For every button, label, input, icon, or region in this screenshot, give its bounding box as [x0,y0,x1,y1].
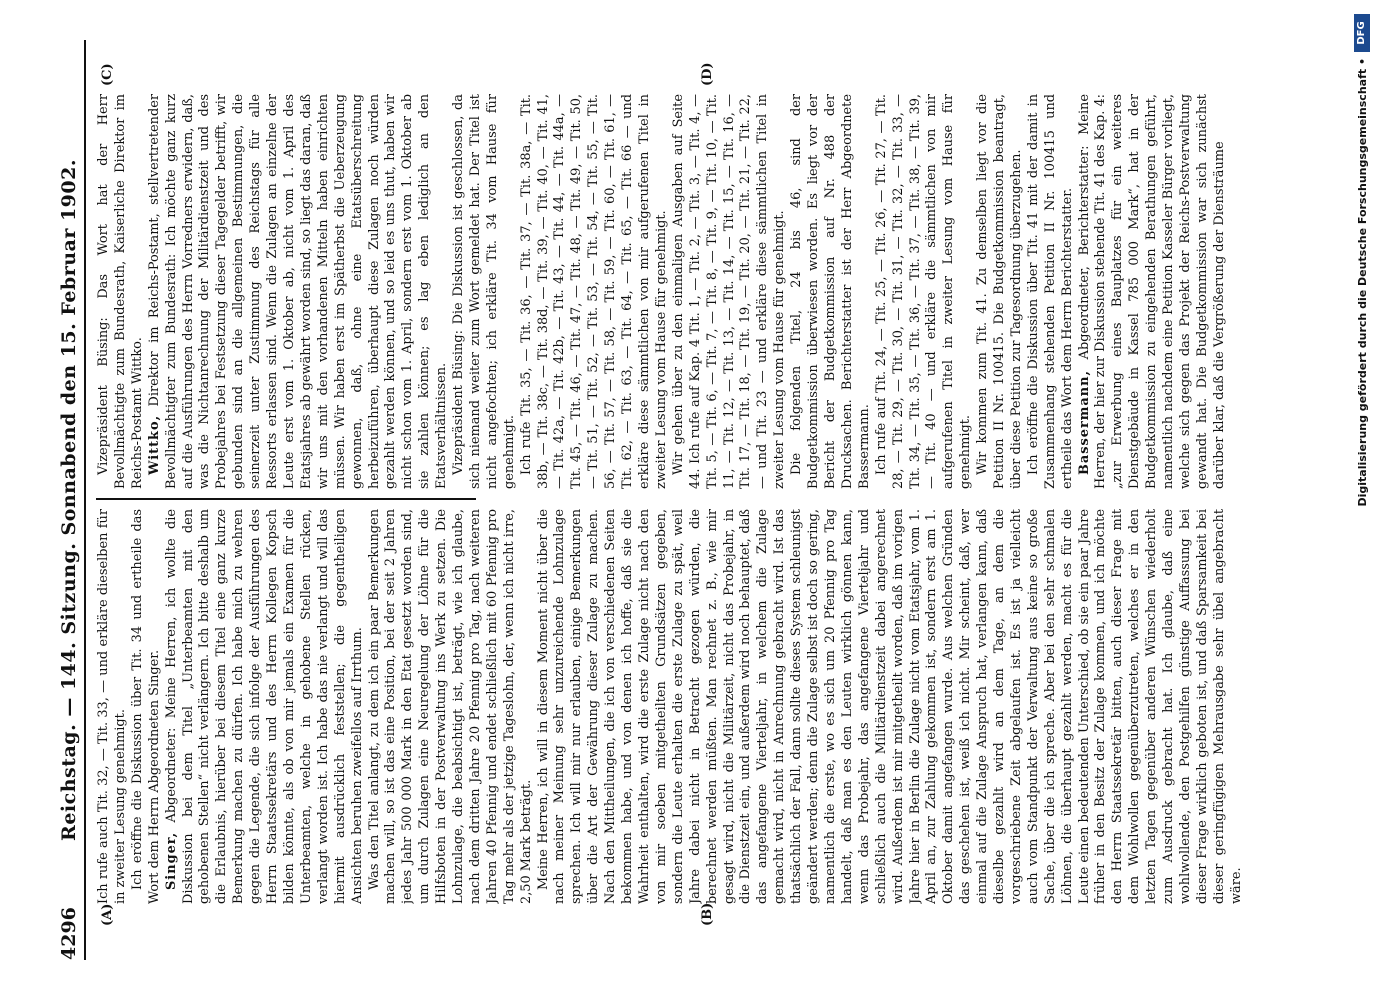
paragraph: Wir kommen zum Tit. 41. Zu demselben liegt vor die Petition II Nr. 100415. Die Budgetkommission beantragt, über diese Petition zur Tagesordnung überzugehen. [975,94,1024,489]
page-title: Reichstag. — 144. Sitzung. Sonnabend den 15. Februar 1902. [58,159,80,841]
paragraph: Wittko, Direktor im Reichs-Postamt, stellvertretender Bevollmächtigter zum Bundesrath: Ich möchte ganz kurz auf die Ausführungen des Herrn Vorredners erwidern, daß, was die Nichtanrechnung der Militärdienstzeit und des Probejahres bei Festsetzung dieser Tagegelder betrifft, wir gebunden sind an die allgemeinen Bestimmungen, die seinerzeit unter Zustimmung des Reichstags für alle Ressorts erlassen sind. Wenn die Zulagen an einzelne der Leute erst vom 1. Oktober ab, nicht vom 1. April des Etatsjahres ab gewährt worden sind, so liegt das daran, daß wir uns mit den vorhandenen Mitteln haben einrichten müssen. Wir haben erst im Spätherbst die Ueberzeugung gewonnen, daß, ohne eine Etatsüberschreitung herbeizuführen, überhaupt diese Zulagen noch würden gezahlt werden können, und so leid es uns thut, haben wir nicht schon vom 1. April, sondern erst vom 1. Oktober ab sie zahlen können; es lag eben lediglich an den Etatsverhältnissen. [146,94,450,489]
paragraph: Wir gehen über zu den einmaligen Ausgaben auf Seite 44. Ich rufe auf Kap. 4 Tit. 1, — Tit. 2, — Tit. 3, — Tit. 4, — Tit. 5, — Tit. 6, — Tit. 7, — Tit. 8, — Tit. 9, — Tit. 10, — Tit. 11, — Tit. 12, — Tit. 13, — Tit. 14, — Tit. 15, — Tit. 16, — Tit. 17, — Tit. 18, — Tit. 19, — Tit. 20, — Tit. 21, — Tit. 22, — und Tit. 23 — und erkläre diese sämmtlichen Titel in zweiter Lesung vom Hause für genehmigt. [670,94,788,489]
margin-marker-b: (B) [700,902,715,926]
margin-marker-c: (C) [100,63,115,86]
credit-text: Digitalisierung gefördert durch die Deutsche Forschungsgemeinschaft • [1356,58,1369,507]
speaker-name: Wittko, [146,414,162,475]
paragraph: Ich rufe Tit. 35, — Tit. 36, — Tit. 37, — Tit. 38a, — Tit. 38b, — Tit. 38c, — Tit. 38d, — Tit. 39, — Tit. 40, — Tit. 41, — Tit. 42a, — Tit. 42b, — Tit. 43, — Tit. 44, — Tit. 44a, — Tit. 45, — Tit. 46, — Tit. 47, — Tit. 48, — Tit. 49, — Tit. 50, — Tit. 51, — Tit. 52, — Tit. 53, — Tit. 54, — Tit. 55, — Tit. 56, — Tit. 57, — Tit. 58, — Tit. 59, — Tit. 60, — Tit. 61, — Tit. 62, — Tit. 63, — Tit. 64, — Tit. 65, — Tit. 66 — und erkläre diese sämmtlichen von mir aufgerufenen Titel in zweiter Lesung vom Hause für genehmigt. [518,94,669,489]
paragraph: Vizepräsident Büsing: Die Diskussion ist geschlossen, da sich niemand weiter zum Wort gemeldet hat. Der Titel ist nicht angefochten; ich erkläre Tit. 34 vom Hause für genehmigt. [451,94,517,489]
paragraph: Ich rufe auch Tit. 32, — Tit. 33, — und erkläre dieselben für in zweiter Lesung genehmigt. [96,509,128,904]
paragraph: Meine Herren, ich will in diesem Moment nicht über die nach meiner Meinung sehr unzureichende Lohnzulage sprechen. Ich will mir nur erlauben, einige Bemerkungen über die Art der Gewährung dieser Zulage zu machen. Nach den Mittheilungen, die ich von verschiedenen Seiten bekommen habe, und von denen ich hoffe, daß sie die Wahrheit enthalten, wird die erste Zulage nicht nach den von mir soeben mitgetheilten Grundsätzen gegeben, sondern die Leute erhalten die erste Zulage zu spät, weil Jahre dabei nicht in Betracht gezogen würden, die berechnet werden müßten. Man rechnet z. B., wie mir gesagt wird, nicht die Militärzeit, nicht das Probejahr, in die Dienstzeit ein, und außerdem wird noch behauptet, daß das angefangene Vierteljahr, in welchem die Zulage gemacht wird, nicht in Anrechnung gebracht wird. Ist das thatsächlich der Fall, dann sollte dieses System schleunigst geändert werden; denn die Zulage selbst ist doch so gering, namentlich die erste, wo es sich um 20 Pfennig pro Tag handelt, daß man es den Leuten wirklich gönnen kann, wenn das Probejahr, das angefangene Vierteljahr und schließlich auch die Militärdienstzeit dabei angerechnet wird. Außerdem ist mir mitgetheilt worden, daß im vorigen Jahre hier in Berlin die Zulage nicht vom Etatsjahr, vom 1. April an, zur Zahlung gekommen ist, sondern erst am 1. Oktober damit angefangen wurde. Aus welchen Gründen das geschehen ist, weiß ich nicht. Mir scheint, daß, wer einmal auf die Zulage Anspruch hat, verlangen kann, daß dieselbe gezahlt wird an dem Tage, an dem die vorgeschriebene Zeit abgelaufen ist. Es ist ja vielleicht auch vom Standpunkt der Verwaltung aus keine so große Sache, über die ich spreche. Aber bei den sehr schmalen Löhnen, die überhaupt gezahlt werden, macht es für die Leute einen bedeutenden Unterschied, ob sie ein paar Jahre früher in den Besitz der Zulage kommen, und ich möchte den Herrn Staatssekretär bitten, auch dieser Frage mit dem Wohlwollen gegenüberzutreten, welches er in den letzten Tagen gegenüber anderen Wünschen wiederholt zum Ausdruck gebracht hat. Ich glaube, daß eine wohlwollende, den Postgehilfen günstige Auffassung bei dieser Frage wirklich geboten ist, und daß Sparsamkeit bei dieser geringfügigen Mehrausgabe sehr übel angebracht wäre. [535,509,1244,904]
paragraph: Bassermann, Abgeordneter, Berichterstatter: Meine Herren, der hier zur Diskussion stehende Tit. 41 des Kap. 4: „zur Erwerbung eines Bauplatzes für ein weiteres Dienstgebäude in Kassel 785 000 Mark“, hat in der Budgetkommission zu eingehenden Berathungen geführt, namentlich nachdem eine Petition Kasseler Bürger vorliegt, welche sich gegen das Projekt der Reichs-Postverwaltung gewandt hat. Die Budgetkommission war sich zunächst darüber klar, daß die Vergrößerung der Diensträume [1076,94,1227,489]
digitization-credit [1352,0,1374,1000]
paragraph: Was den Titel anlangt, zu dem ich ein paar Bemerkungen machen will, so ist das eine Position, bei der seit 2 Jahren jedes Jahr 500 000 Mark in den Etat gesetzt worden sind, um durch Zulagen eine Neuregelung der Löhne für die Hilfsboten in der Postverwaltung ins Werk zu setzen. Die Lohnzulage, die beabsichtigt ist, beträgt, wie ich glaube, nach dem dritten Jahre 20 Pfennig pro Tag, nach weiteren Jahren 40 Pfennig und endet schließlich mit 60 Pfennig pro Tag mehr als der jetzige Tageslohn, der, wenn ich nicht irre, 2,50 Mark beträgt. [366,509,534,904]
page-number: 4296 [58,907,80,960]
dfg-logo: DFG [1354,14,1370,52]
margin-marker-a: (A) [100,903,115,926]
page-header [50,40,86,960]
margin-marker-d: (D) [700,62,715,86]
paragraph: Singer, Abgeordneter: Meine Herren, ich wollte die Diskussion bei dem Titel „Unterbeamten mit den gehobenen Stellen“ nicht verlängern. Ich bitte deshalb um die Erlaubnis, hierüber bei diesem Titel eine ganz kurze Bemerkung machen zu dürfen. Ich habe mich zu wehren gegen die Legende, die sich infolge der Ausführungen des Herrn Staatssekretärs und des Herrn Kollegen Kopsch bilden könnte, als ob von mir jemals ein Examen für die Unterbeamten, welche in gehobene Stellen rücken, verlangt worden ist. Ich habe das nie verlangt und will das hiermit ausdrücklich feststellen; die gegentheiligen Ansichten beruhen zweifellos auf Irrthum. [163,509,365,904]
left-column [96,509,1256,904]
paragraph: Ich eröffne die Diskussion über Tit. 34 und ertheile das Wort dem Herrn Abgeordneten Singer. [129,509,162,904]
speaker-name: Singer, [163,831,179,890]
paragraph: Ich eröffne die Diskussion über Tit. 41 mit der damit in Zusammenhang stehenden Petition II Nr. 100415 und ertheile das Wort dem Herrn Berichterstatter. [1025,94,1075,489]
paragraph: Die folgenden Titel, 24 bis 46, sind der Budgetkommission überwiesen worden. Es liegt vor der Bericht der Budgetkommission auf Nr. 488 der Drucksachen. Berichterstatter ist der Herr Abgeordnete Bassermann. [789,94,872,489]
right-column [96,94,1256,489]
speaker-name: Bassermann, [1076,370,1092,475]
column-divider [96,498,476,500]
paragraph: Vizepräsident Büsing: Das Wort hat der Herr Bevollmächtigte zum Bundesrath, Kaiserliche Direktor im Reichs-Postamt Wittko. [96,94,145,489]
paragraph: Ich rufe auf Tit. 24, — Tit. 25, — Tit. 26, — Tit. 27, — Tit. 28, — Tit. 29, — Tit. 30, — Tit. 31, — Tit. 32, — Tit. 33, — Tit. 34, — Tit. 35, — Tit. 36, — Tit. 37, — Tit. 38, — Tit. 39, — Tit. 40 — und erkläre die sämmtlichen von mir aufgerufenen Titel in zweiter Lesung vom Hause für genehmigt. [873,94,974,489]
